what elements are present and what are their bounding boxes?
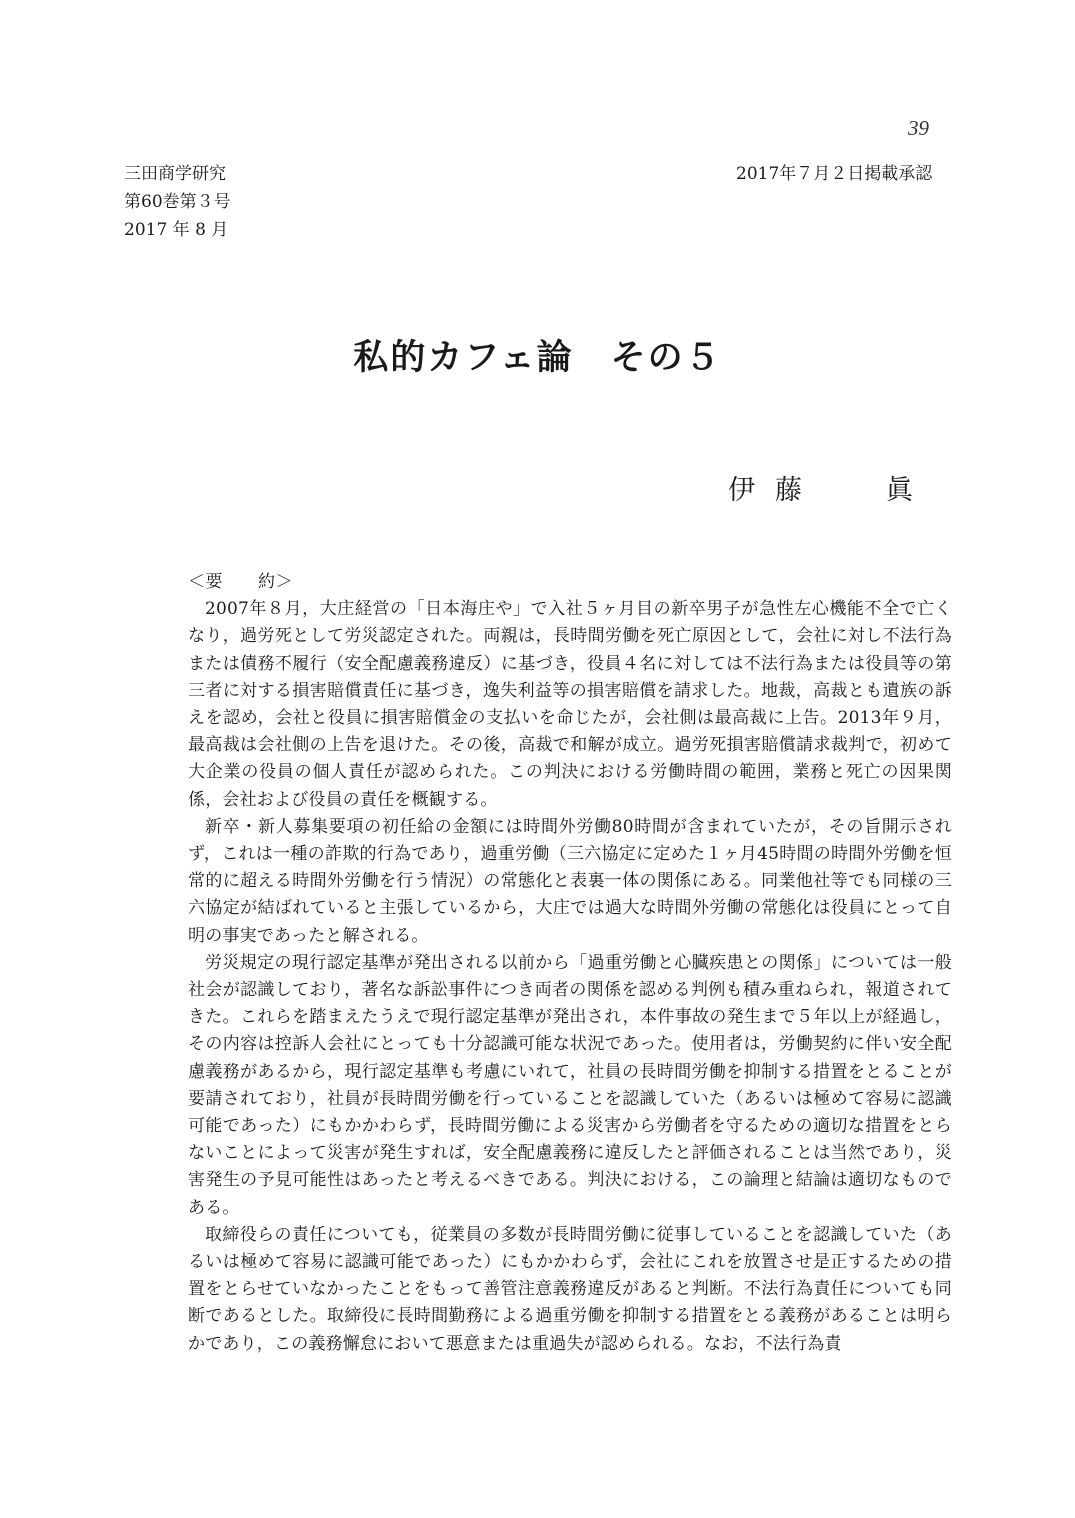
page-number: 39 — [908, 116, 929, 140]
volume-issue: 第60巻第３号 — [124, 192, 231, 212]
abstract — [188, 569, 952, 1358]
abstract-paragraph: 労災規定の現行認定基準が発出される以前から「過重労働と心臓疾患との関係」については一般社会が認識しており，著名な訴訟事件につき両者の関係を認める判例も積み重ねられ，報道されてきた。これらを踏まえたうえで現行認定基準が発出され，本件事故の発生まで５年以上が経過し，その内容は控訴人会社にとっても十分認識可能な状況であった。使用者は，労働契約に伴い安全配慮義務があるから，現行認定基準も考慮にいれて，社員の長時間労働を抑制する措置をとることが要請されており，社員が長時間労働を行っていることを認識していた（あるいは極めて容易に認識可能であった）にもかかわらず，長時間労働による災害から労働者を守るための適切な措置をとらないことによって災害が発生すれば，安全配慮義務に違反したと評価されることは当然であり，災害発生の予見可能性はあったと考えるべきである。判決における，この論理と結論は適切なものである。 — [188, 952, 952, 1218]
approval-date: 2017年７月２日掲載承認 — [736, 164, 933, 184]
issue-date: 2017 年 8 月 — [124, 220, 229, 240]
abstract-heading: ＜要 約＞ — [188, 572, 293, 592]
article-title: 私的カフェ論 その５ — [353, 337, 722, 378]
author-given-name: 眞 — [886, 475, 917, 506]
abstract-paragraph: 取締役らの責任についても，従業員の多数が長時間労働に従事していることを認識していた（あるいは極めて容易に認識可能であった）にもかかわらず，会社にこれを放置させ是正するための措置をとらせていなかったことをもって善管注意義務違反があると判断。不法行為責任についても同断であるとした。取締役に長時間勤務による過重労働を抑制する措置をとる義務があることは明らかであり，この義務懈怠において悪意または重過失が認められる。なお，不法行為責 — [188, 1224, 952, 1354]
journal-info — [124, 160, 231, 244]
author-name — [728, 468, 917, 507]
abstract-paragraph: 2007年８月，大庄経営の「日本海庄や」で入社５ヶ月目の新卒男子が急性左心機能不全で亡くなり，過労死として労災認定された。両親は，長時間労働を死亡原因として，会社に対し不法行為または債務不履行（安全配慮義務違反）に基づき，役員４名に対しては不法行為または役員等の第三者に対する損害賠償責任に基づき，逸失利益等の損害賠償を請求した。地裁，高裁とも遺族の訴えを認め，会社と役員に損害賠償金の支払いを命じたが，会社側は最高裁に上告。2013年９月，最高裁は会社側の上告を退けた。その後，高裁で和解が成立。過労死損害賠償請求裁判で，初めて大企業の役員の個人責任が認められた。この判決における労働時間の範囲，業務と死亡の因果関係，会社および役員の責任を概観する。 — [188, 599, 952, 810]
abstract-paragraph: 新卒・新人募集要項の初任給の金額には時間外労働80時間が含まれていたが，その旨開示されず，これは一種の詐欺的行為であり，過重労働（三六協定に定めた１ヶ月45時間の時間外労働を恒常的に超える時間外労働を行う情況）の常態化と表裏一体の関係にある。同業他社等でも同様の三六協定が結ばれていると主張しているから，大庄では過大な時間外労働の常態化は役員にとって自明の事実であったと解される。 — [188, 816, 952, 946]
author-surname: 伊藤 — [728, 475, 822, 506]
journal-name: 三田商学研究 — [124, 164, 226, 184]
